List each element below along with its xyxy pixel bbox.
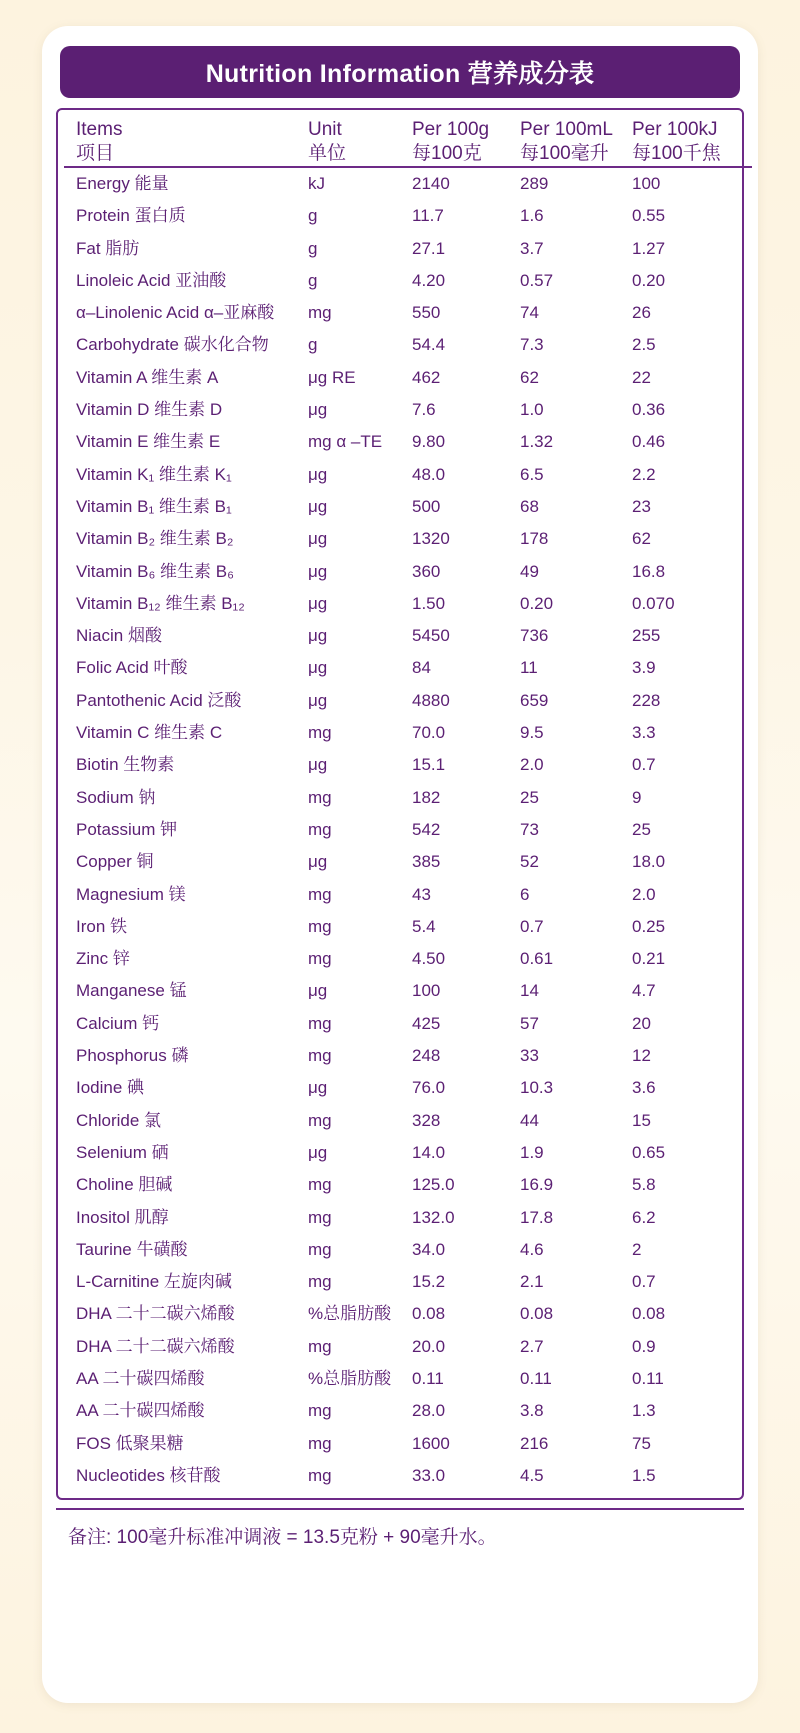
table-row [64,1008,752,1040]
table-row [64,297,752,329]
cell-per-100kj: 0.65 [632,1142,666,1162]
cell-per-100ml: 3.7 [520,238,544,258]
cell-per-100kj: 0.9 [632,1336,656,1356]
cell-per-100kj: 1.27 [632,238,666,258]
cell-per-100g: 248 [412,1046,441,1066]
cell-per-100kj: 2.5 [632,335,656,355]
cell-per-100ml: 57 [520,1013,539,1033]
cell-per-100ml: 216 [520,1433,549,1453]
cell-per-100kj: 75 [632,1433,651,1453]
table-row [64,329,752,361]
cell-per-100kj: 15 [632,1110,651,1130]
cell-item: Vitamin B₁₂ 维生素 B₁₂ [76,593,245,613]
table-row [64,588,752,620]
table-row [64,459,752,491]
cell-per-100ml: 6.5 [520,464,544,484]
cell-unit: mg [308,1046,332,1066]
cell-per-100g: 7.6 [412,400,436,420]
table-row [64,943,752,975]
column-header-items-zh: 项目 [76,143,115,164]
cell-unit: g [308,238,318,258]
cell-per-100kj: 3.9 [632,658,656,678]
cell-unit: μg RE [308,367,356,387]
table-row [64,491,752,523]
cell-per-100g: 0.11 [412,1368,444,1388]
cell-per-100kj: 0.7 [632,755,656,775]
cell-unit: mg [308,916,332,936]
cell-item: Vitamin K₁ 维生素 K₁ [76,464,232,484]
cell-per-100kj: 12 [632,1046,651,1066]
column-header-per100kj [632,118,752,167]
cell-per-100kj: 1.5 [632,1465,656,1485]
cell-per-100g: 1320 [412,529,450,549]
cell-item: Sodium 钠 [76,787,156,807]
cell-per-100g: 550 [412,303,441,323]
footnote: 备注: 100毫升标准冲调液 = 13.5克粉 + 90毫升水。 [56,1508,744,1549]
cell-per-100g: 34.0 [412,1239,446,1259]
nutrition-card [42,26,758,1703]
cell-unit: %总脂肪酸 [308,1368,392,1388]
column-header-items-en: Items [76,119,123,140]
cell-per-100g: 132.0 [412,1207,455,1227]
cell-per-100kj: 0.25 [632,916,666,936]
cell-per-100ml: 0.7 [520,916,544,936]
cell-unit: g [308,206,318,226]
cell-per-100kj: 0.08 [632,1304,666,1324]
cell-per-100ml: 0.11 [520,1368,552,1388]
cell-per-100kj: 0.55 [632,206,666,226]
table-row [64,1298,752,1330]
cell-unit: μg [308,981,328,1001]
cell-unit: %总脂肪酸 [308,1304,392,1324]
cell-per-100ml: 2.7 [520,1336,544,1356]
cell-unit: μg [308,755,328,775]
cell-per-100kj: 255 [632,626,661,646]
cell-per-100g: 43 [412,884,431,904]
cell-unit: mg [308,1433,332,1453]
cell-per-100ml: 25 [520,787,539,807]
nutrition-table [64,118,752,1492]
cell-per-100kj: 2.2 [632,464,656,484]
cell-item: Iodine 碘 [76,1078,145,1098]
cell-per-100g: 100 [412,981,441,1001]
cell-per-100kj: 2.0 [632,884,656,904]
cell-unit: mg [308,1175,332,1195]
table-row [64,652,752,684]
cell-per-100kj: 25 [632,819,651,839]
cell-per-100ml: 49 [520,561,539,581]
table-row [64,1428,752,1460]
table-row [64,556,752,588]
cell-per-100ml: 659 [520,690,549,710]
cell-item: Vitamin E 维生素 E [76,432,221,452]
cell-per-100g: 4.20 [412,270,446,290]
cell-per-100g: 5450 [412,626,450,646]
cell-per-100kj: 0.21 [632,949,666,969]
cell-item: AA 二十碳四烯酸 [76,1368,205,1388]
column-header-per100ml [520,118,632,167]
table-row [64,1363,752,1395]
cell-item: Pantothenic Acid 泛酸 [76,690,242,710]
cell-item: DHA 二十二碳六烯酸 [76,1304,235,1324]
cell-unit: μg [308,658,328,678]
cell-item: Magnesium 镁 [76,884,186,904]
cell-per-100g: 542 [412,819,441,839]
cell-unit: g [308,335,318,355]
cell-item: Biotin 生物素 [76,755,175,775]
cell-per-100ml: 736 [520,626,549,646]
cell-per-100g: 48.0 [412,464,446,484]
cell-per-100g: 9.80 [412,432,446,452]
cell-per-100g: 2140 [412,174,450,193]
title-bar [60,46,740,98]
cell-unit: μg [308,593,328,613]
table-row [64,782,752,814]
cell-per-100kj: 9 [632,787,642,807]
table-row [64,814,752,846]
cell-item: L-Carnitine 左旋肉碱 [76,1272,232,1292]
table-row [64,523,752,555]
cell-per-100ml: 7.3 [520,335,544,355]
table-row [64,1072,752,1104]
cell-per-100ml: 2.1 [520,1272,544,1292]
nutrition-table-container [56,108,744,1500]
cell-per-100g: 54.4 [412,335,446,355]
cell-per-100ml: 62 [520,367,539,387]
table-row [64,717,752,749]
cell-per-100kj: 20 [632,1013,651,1033]
table-row [64,1234,752,1266]
cell-per-100g: 462 [412,367,441,387]
cell-per-100ml: 3.8 [520,1401,544,1421]
cell-unit: mg [308,787,332,807]
cell-item: FOS 低聚果糖 [76,1433,184,1453]
table-row [64,362,752,394]
table-row [64,167,752,200]
cell-per-100kj: 6.2 [632,1207,656,1227]
cell-per-100ml: 4.5 [520,1465,544,1485]
cell-per-100g: 0.08 [412,1304,446,1324]
cell-item: Niacin 烟酸 [76,626,162,646]
cell-item: Selenium 硒 [76,1142,169,1162]
cell-unit: mg [308,303,332,323]
cell-per-100kj: 23 [632,496,651,516]
column-header-per100ml-en: Per 100mL [520,119,613,140]
cell-per-100g: 4.50 [412,949,446,969]
cell-unit: μg [308,626,328,646]
cell-item: AA 二十碳四烯酸 [76,1401,205,1421]
cell-unit: μg [308,464,328,484]
cell-per-100kj: 0.11 [632,1368,664,1388]
cell-per-100g: 15.1 [412,755,446,775]
table-row [64,1395,752,1427]
cell-unit: μg [308,690,328,710]
cell-item: Copper 铜 [76,852,154,872]
cell-per-100g: 385 [412,852,441,872]
cell-item: Taurine 牛磺酸 [76,1239,188,1259]
cell-unit: mg [308,723,332,743]
cell-per-100kj: 228 [632,690,661,710]
table-row [64,233,752,265]
column-header-per100kj-zh: 每100千焦 [632,143,721,164]
cell-per-100kj: 100 [632,174,661,193]
cell-per-100g: 14.0 [412,1142,446,1162]
cell-per-100ml: 14 [520,981,539,1001]
table-row [64,1169,752,1201]
cell-item: Chloride 氯 [76,1110,162,1130]
column-header-per100kj-en: Per 100kJ [632,119,718,140]
cell-per-100ml: 74 [520,303,539,323]
cell-per-100ml: 1.0 [520,400,544,420]
cell-per-100g: 425 [412,1013,441,1033]
cell-per-100ml: 4.6 [520,1239,544,1259]
cell-per-100g: 328 [412,1110,441,1130]
cell-item: Linoleic Acid 亚油酸 [76,270,227,290]
cell-per-100g: 4880 [412,690,450,710]
column-header-per100ml-zh: 每100毫升 [520,143,609,164]
cell-item: Energy 能量 [76,174,169,193]
cell-per-100kj: 0.070 [632,593,675,613]
cell-item: Choline 胆碱 [76,1175,173,1195]
cell-unit: mg [308,1239,332,1259]
cell-unit: g [308,270,318,290]
cell-unit: mg [308,1013,332,1033]
table-row [64,620,752,652]
table-row [64,265,752,297]
table-row [64,879,752,911]
cell-item: Zinc 锌 [76,949,130,969]
cell-per-100g: 27.1 [412,238,446,258]
cell-per-100kj: 62 [632,529,651,549]
cell-per-100ml: 11 [520,658,538,678]
cell-per-100kj: 18.0 [632,852,666,872]
table-row [64,426,752,458]
column-header-per100g-en: Per 100g [412,119,490,140]
cell-item: Carbohydrate 碳水化合物 [76,335,269,355]
cell-item: DHA 二十二碳六烯酸 [76,1336,235,1356]
table-row [64,911,752,943]
cell-unit: mg [308,884,332,904]
cell-item: Vitamin A 维生素 A [76,367,219,387]
cell-per-100kj: 0.36 [632,400,666,420]
cell-per-100ml: 68 [520,496,539,516]
cell-item: Vitamin B₂ 维生素 B₂ [76,529,234,549]
cell-unit: mg [308,949,332,969]
cell-per-100g: 11.7 [412,206,444,226]
cell-unit: μg [308,561,328,581]
table-row [64,200,752,232]
cell-item: Manganese 锰 [76,981,187,1001]
cell-per-100ml: 0.20 [520,593,554,613]
cell-unit: μg [308,852,328,872]
cell-per-100g: 182 [412,787,441,807]
cell-item: Fat 脂肪 [76,238,140,258]
cell-per-100ml: 17.8 [520,1207,554,1227]
cell-per-100kj: 16.8 [632,561,666,581]
column-header-items [64,118,308,167]
table-row [64,685,752,717]
cell-per-100ml: 1.6 [520,206,544,226]
cell-per-100g: 76.0 [412,1078,446,1098]
cell-unit: kJ [308,174,325,193]
cell-unit: μg [308,1142,328,1162]
table-row [64,749,752,781]
table-row [64,1460,752,1492]
cell-unit: μg [308,529,328,549]
cell-item: Inositol 肌醇 [76,1207,169,1227]
cell-per-100ml: 10.3 [520,1078,554,1098]
cell-per-100g: 360 [412,561,441,581]
cell-per-100kj: 22 [632,367,651,387]
cell-per-100g: 70.0 [412,723,446,743]
cell-per-100kj: 26 [632,303,651,323]
cell-per-100kj: 3.3 [632,723,656,743]
cell-unit: mg α –TE [308,432,383,452]
cell-unit: μg [308,1078,328,1098]
column-header-unit [308,118,412,167]
cell-per-100g: 125.0 [412,1175,455,1195]
cell-per-100ml: 178 [520,529,549,549]
cell-per-100kj: 5.8 [632,1175,656,1195]
cell-unit: mg [308,1465,332,1485]
cell-per-100kj: 3.6 [632,1078,656,1098]
cell-per-100kj: 0.7 [632,1272,656,1292]
cell-item: Vitamin D 维生素 D [76,400,223,420]
table-row [64,394,752,426]
cell-per-100ml: 44 [520,1110,539,1130]
cell-unit: μg [308,400,328,420]
table-body [64,167,752,1492]
cell-per-100g: 84 [412,658,431,678]
cell-item: Calcium 钙 [76,1013,160,1033]
cell-per-100ml: 33 [520,1046,539,1066]
cell-item: Iron 铁 [76,916,128,936]
table-row [64,1266,752,1298]
cell-item: Protein 蛋白质 [76,206,186,226]
cell-per-100ml: 289 [520,174,549,193]
cell-per-100g: 15.2 [412,1272,446,1292]
cell-per-100g: 5.4 [412,916,436,936]
cell-item: Potassium 钾 [76,819,178,839]
cell-per-100g: 20.0 [412,1336,446,1356]
cell-unit: mg [308,1336,332,1356]
cell-per-100kj: 1.3 [632,1401,656,1421]
cell-unit: mg [308,1272,332,1292]
cell-per-100ml: 73 [520,819,539,839]
cell-per-100kj: 0.20 [632,270,666,290]
page-title: Nutrition Information 营养成分表 [205,60,595,88]
table-row [64,1331,752,1363]
cell-unit: mg [308,819,332,839]
cell-per-100g: 500 [412,496,441,516]
cell-per-100ml: 0.61 [520,949,554,969]
table-row [64,1105,752,1137]
cell-per-100ml: 16.9 [520,1175,554,1195]
cell-per-100g: 1600 [412,1433,450,1453]
cell-item: Vitamin C 维生素 C [76,723,223,743]
cell-item: Folic Acid 叶酸 [76,658,188,678]
cell-unit: mg [308,1207,332,1227]
cell-per-100ml: 1.9 [520,1142,544,1162]
cell-per-100ml: 0.08 [520,1304,554,1324]
cell-per-100ml: 9.5 [520,723,544,743]
cell-item: Nucleotides 核苷酸 [76,1465,221,1485]
cell-per-100ml: 0.57 [520,270,554,290]
cell-per-100g: 33.0 [412,1465,446,1485]
table-row [64,1202,752,1234]
table-row [64,1137,752,1169]
cell-item: Vitamin B₆ 维生素 B₆ [76,561,234,581]
cell-item: Phosphorus 磷 [76,1046,189,1066]
cell-per-100kj: 0.46 [632,432,666,452]
table-row [64,975,752,1007]
table-row [64,846,752,878]
cell-item: α–Linolenic Acid α–亚麻酸 [76,303,275,323]
cell-per-100ml: 6 [520,884,530,904]
column-header-per100g-zh: 每100克 [412,143,482,164]
table-head [64,118,752,167]
cell-per-100g: 1.50 [412,593,446,613]
cell-per-100ml: 2.0 [520,755,544,775]
cell-per-100kj: 2 [632,1239,642,1259]
cell-unit: mg [308,1110,332,1130]
column-header-unit-en: Unit [308,119,342,140]
column-header-unit-zh: 单位 [308,143,347,164]
cell-per-100ml: 52 [520,852,539,872]
column-header-per100g [412,118,520,167]
table-row [64,1040,752,1072]
cell-per-100ml: 1.32 [520,432,554,452]
cell-per-100kj: 4.7 [632,981,656,1001]
cell-per-100g: 28.0 [412,1401,446,1421]
cell-unit: mg [308,1401,332,1421]
cell-item: Vitamin B₁ 维生素 B₁ [76,496,232,516]
cell-unit: μg [308,496,328,516]
